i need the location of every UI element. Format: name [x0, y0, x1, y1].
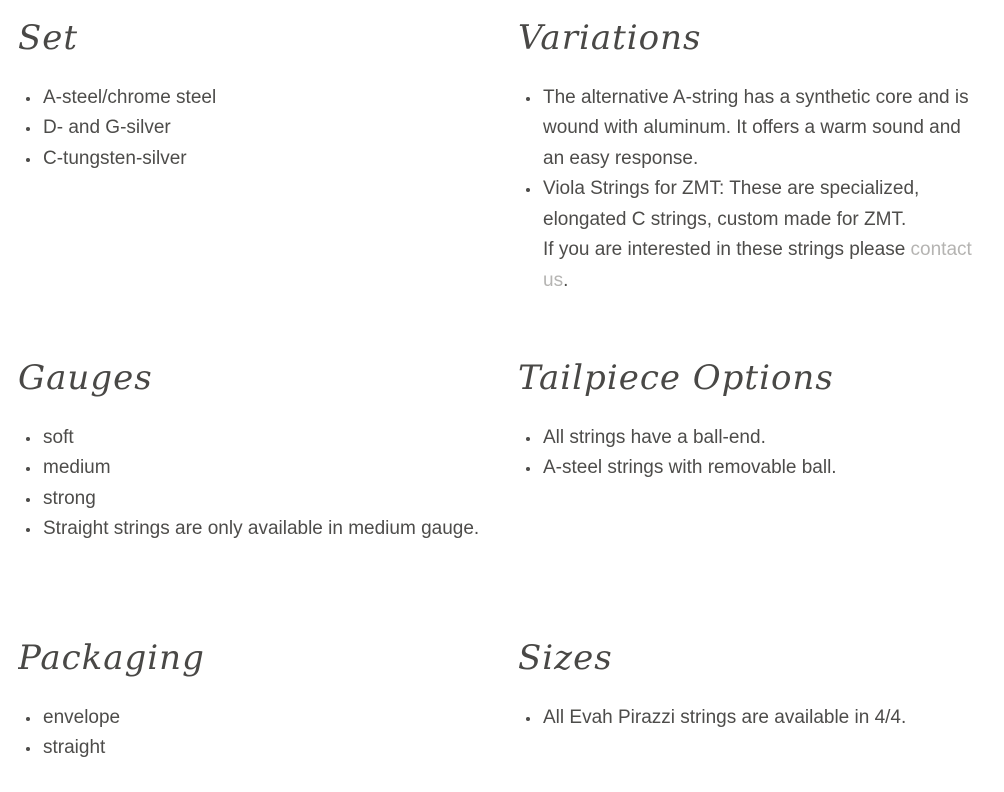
section-packaging	[18, 632, 486, 764]
list-item: • The alternative A-string has a synthetic core and is wound with aluminum. It offers a warm sound and an easy response.	[541, 83, 986, 175]
variations-contact-prefix: If you are interested in these strings please	[543, 239, 911, 261]
list-item: • straight	[41, 733, 483, 764]
variations-list	[518, 83, 986, 297]
tailpiece-options-list	[518, 423, 986, 484]
section-set-title: Set	[18, 18, 79, 58]
list-item: • A-steel/chrome steel	[41, 83, 483, 114]
list-item: • envelope	[41, 703, 483, 734]
section-gauges-title: Gauges	[18, 358, 153, 398]
section-sizes	[518, 632, 986, 764]
list-item: • D- and G-silver	[41, 113, 483, 144]
contact-us-link[interactable]: contact us	[543, 239, 972, 291]
section-gauges	[18, 352, 486, 632]
list-item: • A-steel strings with removable ball.	[541, 453, 986, 484]
section-set	[18, 12, 486, 352]
list-item: • soft	[41, 423, 483, 454]
list-item: • strong	[41, 484, 483, 515]
list-item: • All strings have a ball-end.	[541, 423, 986, 454]
list-item: • Straight strings are only available in medium gauge.	[41, 514, 483, 545]
section-tailpiece-options	[518, 352, 986, 632]
section-packaging-title: Packaging	[18, 638, 205, 678]
list-item	[541, 174, 986, 296]
section-variations-title: Variations	[518, 18, 702, 58]
list-item: • C-tungsten-silver	[41, 144, 483, 175]
gauges-list	[18, 423, 486, 545]
packaging-list	[18, 703, 486, 764]
section-tailpiece-options-title: Tailpiece Options	[518, 358, 834, 398]
variations-zmt-text: Viola Strings for ZMT: These are specialized, elongated C strings, custom made for ZMT.	[543, 178, 920, 230]
section-sizes-title: Sizes	[518, 638, 613, 678]
variations-contact-suffix: .	[563, 269, 569, 291]
list-item: • All Evah Pirazzi strings are available in 4/4.	[541, 703, 986, 734]
sizes-list	[518, 703, 986, 734]
section-variations	[518, 12, 986, 352]
list-item: • medium	[41, 453, 483, 484]
set-list	[18, 83, 486, 175]
